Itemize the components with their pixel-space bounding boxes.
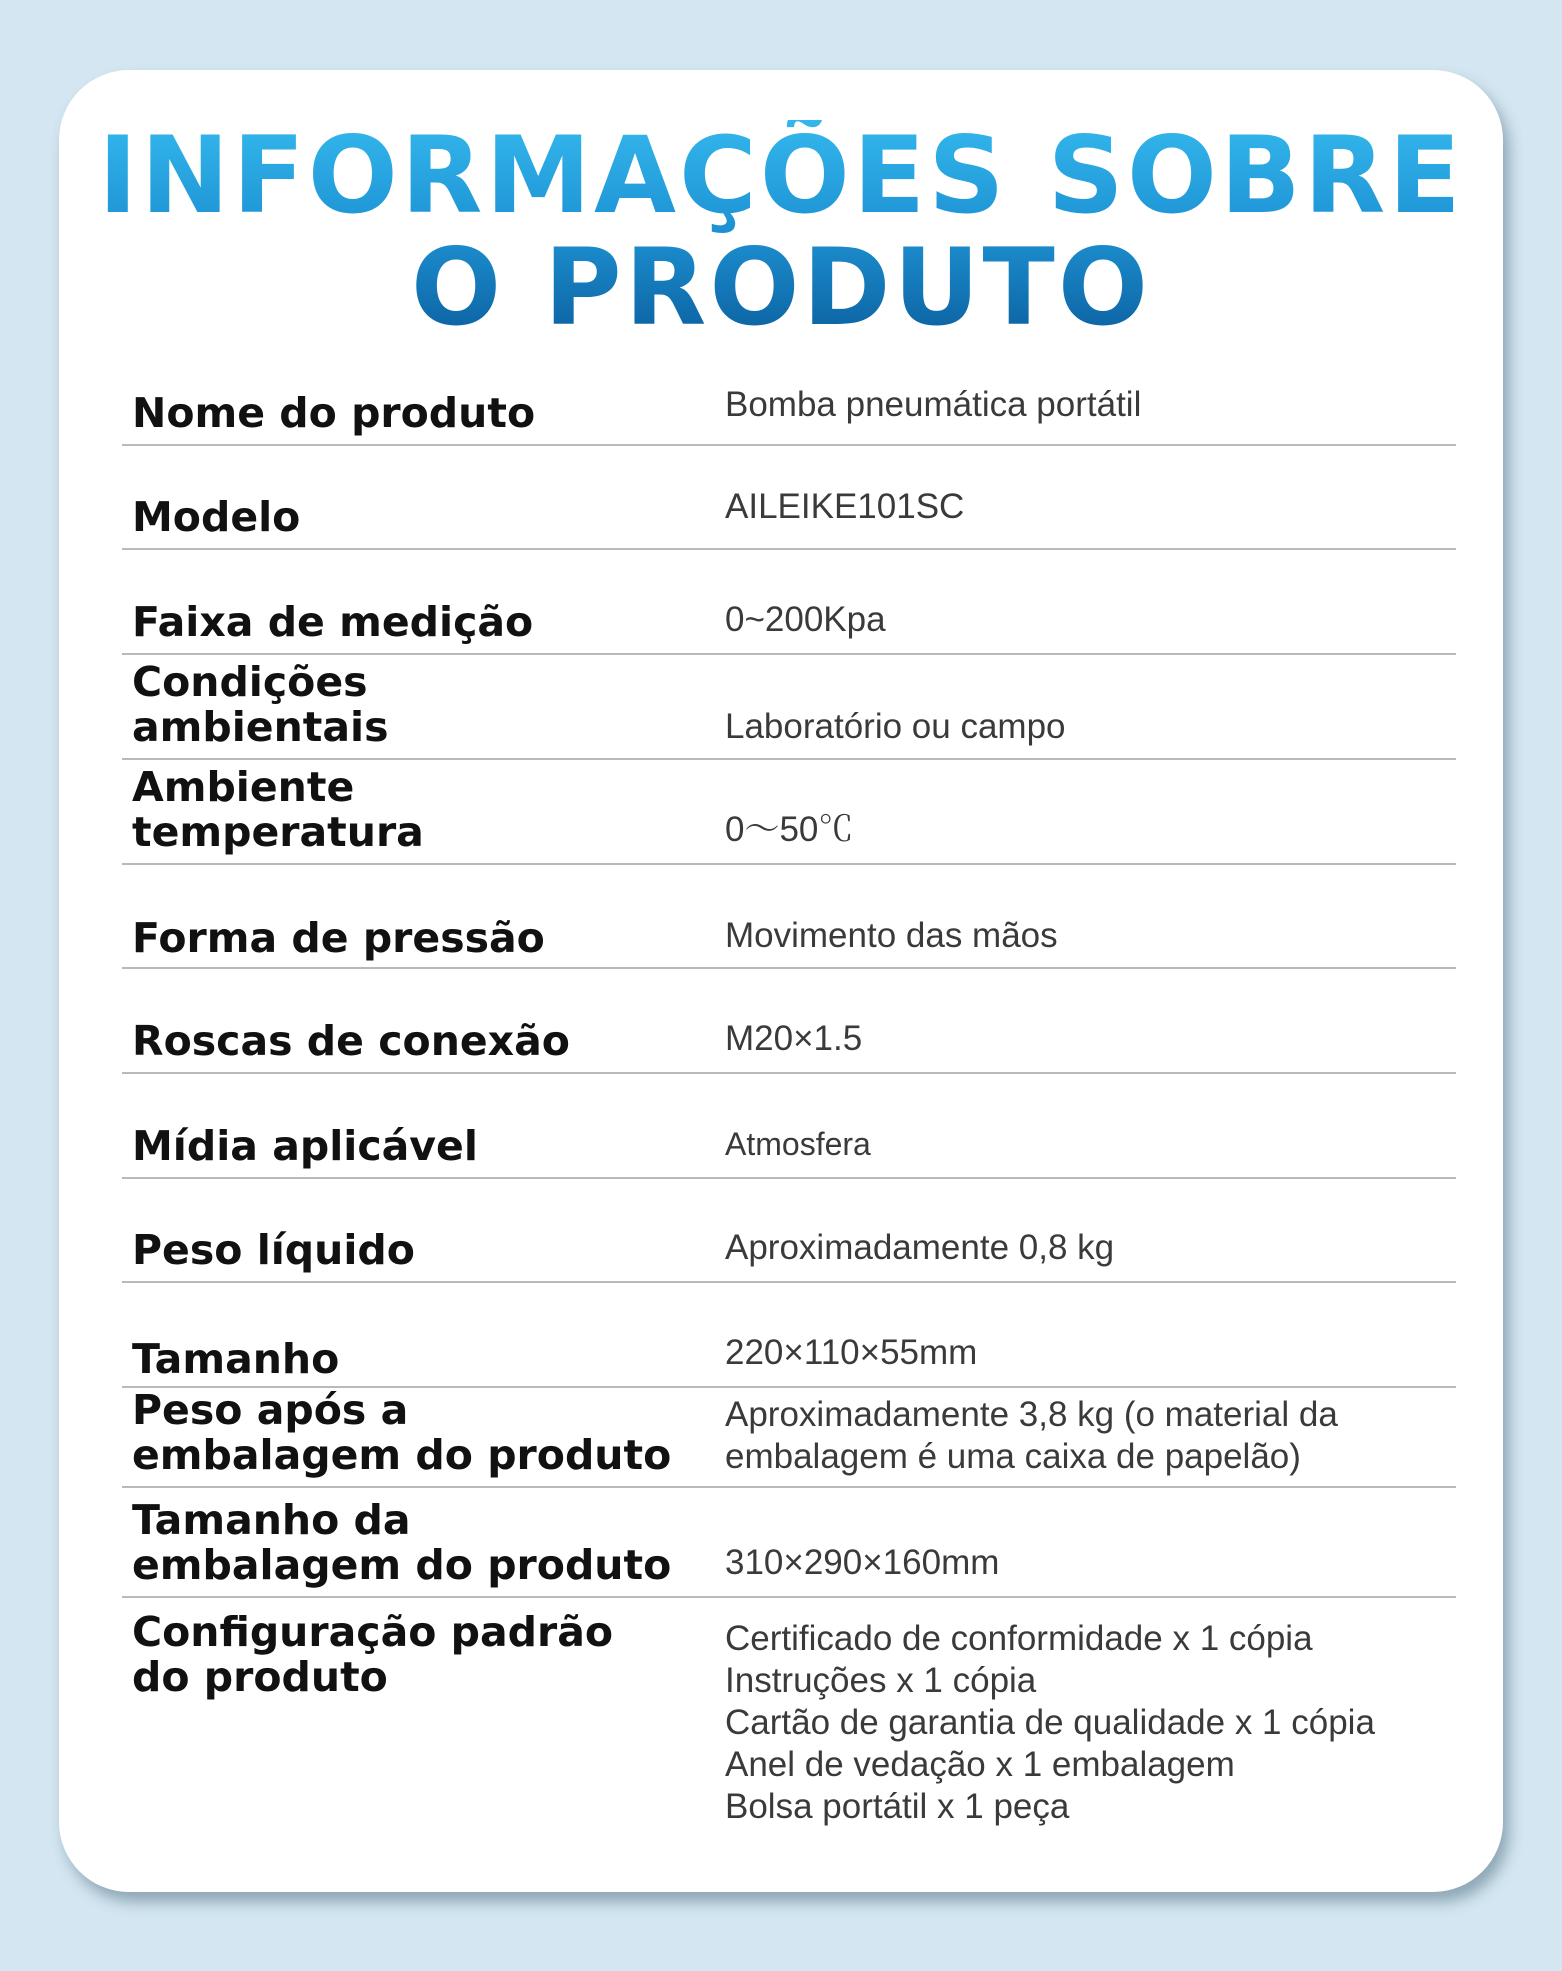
spec-label (132, 1610, 677, 1700)
spec-value (725, 599, 1465, 641)
spec-value-line: Instruções x 1 cópia (725, 1661, 1037, 1700)
spec-label (132, 1337, 677, 1382)
spec-value (725, 1018, 1465, 1060)
spec-label-line: Modelo (132, 493, 301, 541)
spec-label (132, 765, 677, 855)
page-title (59, 114, 1503, 349)
spec-label (132, 1228, 677, 1273)
spec-row-applicable-media (122, 1072, 1456, 1179)
spec-row-pressure-form (122, 863, 1456, 969)
spec-value (725, 706, 1465, 748)
spec-value (725, 1542, 1465, 1584)
spec-value-line: Cartão de garantia de qualidade x 1 cópia (725, 1703, 1375, 1742)
spec-value-line: Bomba pneumática portátil (725, 385, 1142, 424)
spec-value (725, 1394, 1465, 1478)
spec-value (725, 1123, 1465, 1165)
spec-label-line: temperatura (132, 808, 424, 856)
spec-value-line: Aproximadamente 3,8 kg (o material da (725, 1395, 1338, 1434)
spec-label-line: ambientais (132, 703, 389, 751)
spec-row-package-size (122, 1486, 1456, 1598)
spec-value-line: Certificado de conformidade x 1 cópia (725, 1619, 1313, 1658)
spec-label (132, 495, 677, 540)
spec-value-line: M20×1.5 (725, 1019, 863, 1058)
title-line-2: O PRODUTO (411, 226, 1151, 349)
spec-label-line: Peso após a (132, 1386, 409, 1434)
spec-value (725, 809, 1465, 851)
spec-label-line: embalagem do produto (132, 1431, 672, 1479)
spec-label-line: Forma de pressão (132, 914, 545, 962)
spec-value (725, 1227, 1465, 1269)
spec-label (132, 391, 677, 436)
spec-label-line: Ambiente (132, 763, 355, 811)
spec-label (132, 1019, 677, 1064)
spec-row-ambient-temperature (122, 758, 1456, 865)
title-line-1: INFORMAÇÕES SOBRE (98, 114, 1464, 237)
spec-card (59, 70, 1503, 1892)
spec-row-ambient-conditions (122, 653, 1456, 760)
spec-value-line: AILEIKE101SC (725, 487, 965, 526)
spec-row-standard-configuration (122, 1596, 1456, 1826)
spec-value-line: Aproximadamente 0,8 kg (725, 1228, 1115, 1267)
spec-row-packaged-weight (122, 1386, 1456, 1488)
spec-label (132, 660, 677, 750)
spec-value-line: Bolsa portátil x 1 peça (725, 1787, 1070, 1826)
spec-label-line: Tamanho (132, 1335, 340, 1383)
spec-value-line: Movimento das mãos (725, 916, 1058, 955)
spec-value-line: 0~200Kpa (725, 600, 886, 639)
spec-value-line: Atmosfera (725, 1126, 871, 1162)
spec-value-line: Anel de vedação x 1 embalagem (725, 1745, 1235, 1784)
spec-value (725, 915, 1465, 957)
spec-row-measuring-range (122, 548, 1456, 655)
spec-row-connection-thread (122, 967, 1456, 1074)
spec-value (725, 1332, 1465, 1374)
spec-label-line: do produto (132, 1653, 388, 1701)
spec-label-line: Configuração padrão (132, 1608, 614, 1656)
spec-row-product-name (122, 362, 1456, 446)
spec-row-size (122, 1281, 1456, 1388)
spec-label-line: Peso líquido (132, 1226, 415, 1274)
spec-label-line: Mídia aplicável (132, 1122, 478, 1170)
spec-label (132, 1498, 677, 1588)
spec-label-line: Faixa de medição (132, 598, 534, 646)
spec-label-line: Roscas de conexão (132, 1017, 570, 1065)
spec-label-line: Nome do produto (132, 389, 536, 437)
spec-value-line: 310×290×160mm (725, 1543, 1000, 1582)
spec-value-line: Laboratório ou campo (725, 707, 1066, 746)
spec-row-net-weight (122, 1177, 1456, 1283)
spec-value (725, 384, 1465, 426)
spec-label-line: embalagem do produto (132, 1541, 672, 1589)
spec-label (132, 1124, 677, 1169)
spec-value-line: 220×110×55mm (725, 1333, 978, 1372)
spec-value-line: 0～50℃ (725, 810, 854, 849)
spec-label (132, 600, 677, 645)
spec-label (132, 916, 677, 961)
spec-row-model (122, 444, 1456, 550)
spec-value-line: embalagem é uma caixa de papelão) (725, 1437, 1301, 1476)
spec-label-line: Condições (132, 658, 368, 706)
spec-value (725, 486, 1465, 528)
spec-value (725, 1618, 1465, 1828)
spec-label (132, 1388, 677, 1478)
spec-label-line: Tamanho da (132, 1496, 411, 1544)
